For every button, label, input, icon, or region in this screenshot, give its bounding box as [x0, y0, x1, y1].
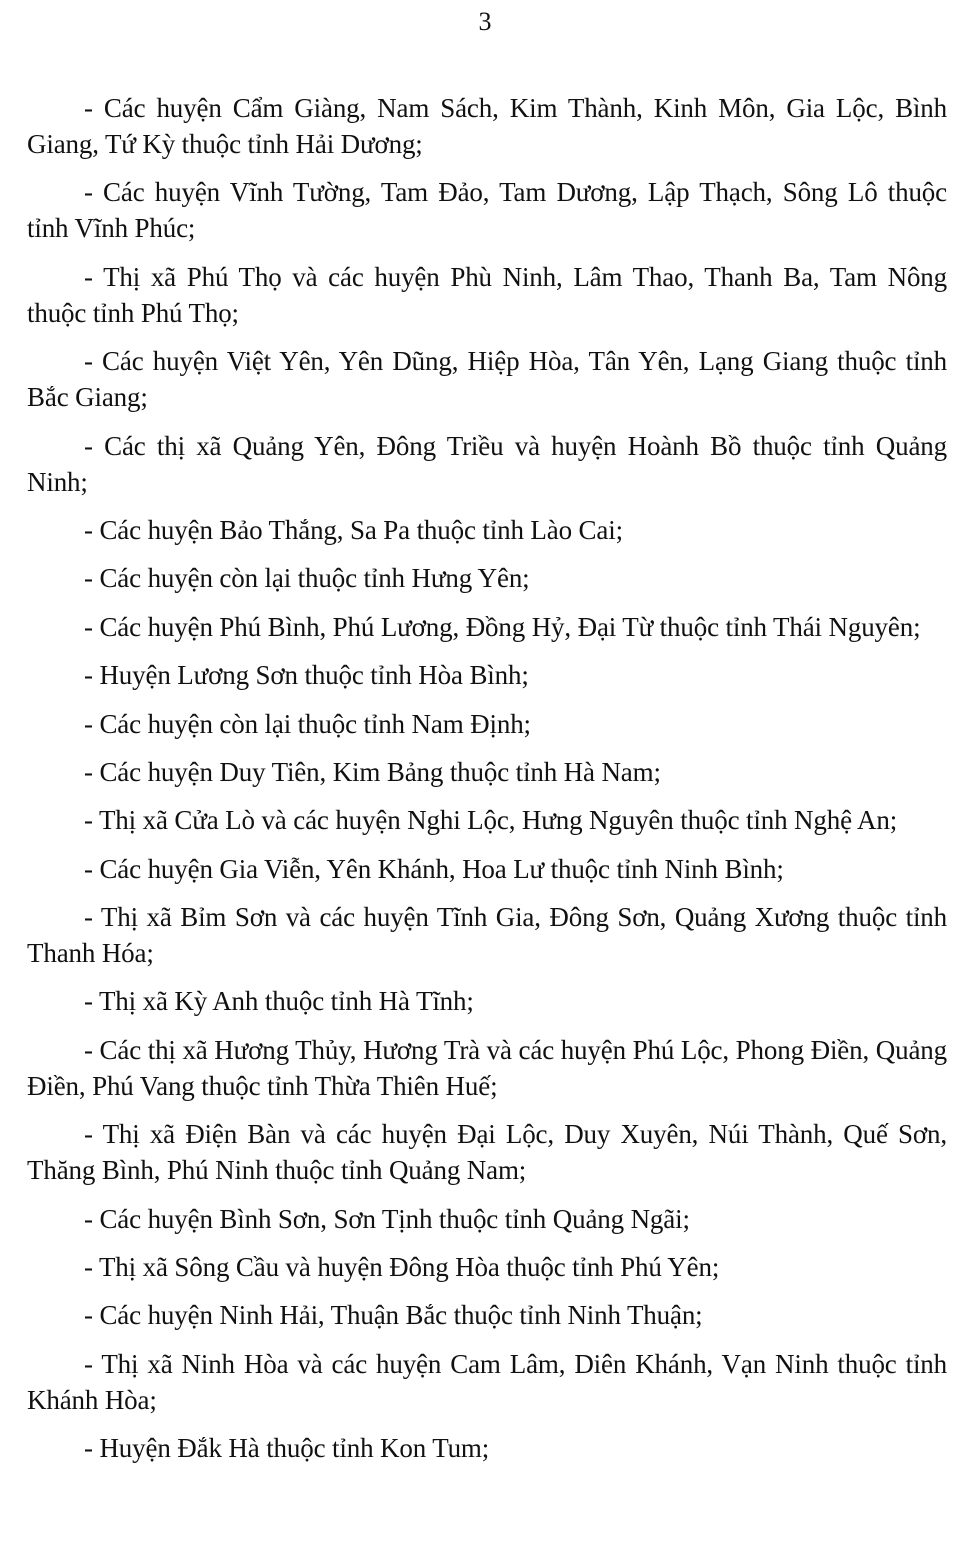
list-item: - Các huyện Ninh Hải, Thuận Bắc thuộc tỉnh Ninh Thuận;: [84, 1300, 703, 1331]
list-item: - Các huyện Bảo Thắng, Sa Pa thuộc tỉnh Lào Cai;: [84, 514, 623, 545]
list-item: - Huyện Lương Sơn thuộc tỉnh Hòa Bình;: [84, 660, 529, 691]
list-item: - Các huyện còn lại thuộc tỉnh Nam Định;: [84, 708, 531, 739]
page-number: 3: [478, 7, 492, 36]
list-item: - Thị xã Kỳ Anh thuộc tỉnh Hà Tĩnh;: [84, 986, 474, 1017]
document-body: [27, 90, 947, 1479]
list-item: - Các huyện còn lại thuộc tỉnh Hưng Yên;: [84, 563, 530, 594]
list-item: - Các huyện Bình Sơn, Sơn Tịnh thuộc tỉnh Quảng Ngãi;: [84, 1203, 690, 1234]
list-item: - Huyện Đắk Hà thuộc tỉnh Kon Tum;: [84, 1433, 490, 1464]
list-item: - Các huyện Việt Yên, Yên Dũng, Hiệp Hòa, Tân Yên, Lạng Giang thuộc tỉnh Bắc Giang;: [27, 346, 947, 413]
list-item: - Các huyện Duy Tiên, Kim Bảng thuộc tỉnh Hà Nam;: [84, 756, 661, 787]
list-item: - Thị xã Điện Bàn và các huyện Đại Lộc, Duy Xuyên, Núi Thành, Quế Sơn, Thăng Bình, Phú Ninh thuộc tỉnh Quảng Nam;: [27, 1119, 947, 1186]
list-item: - Các thị xã Hương Thủy, Hương Trà và các huyện Phú Lộc, Phong Điền, Quảng Điền, Phú Vang thuộc tỉnh Thừa Thiên Huế;: [27, 1034, 947, 1101]
list-item: - Các huyện Vĩnh Tường, Tam Đảo, Tam Dương, Lập Thạch, Sông Lô thuộc tỉnh Vĩnh Phúc;: [27, 177, 947, 244]
list-item: - Thị xã Cửa Lò và các huyện Nghi Lộc, Hưng Nguyên thuộc tỉnh Nghệ An;: [84, 805, 898, 836]
list-item: - Các huyện Gia Viễn, Yên Khánh, Hoa Lư thuộc tỉnh Ninh Bình;: [84, 853, 784, 884]
list-item: - Thị xã Sông Cầu và huyện Đông Hòa thuộc tỉnh Phú Yên;: [84, 1252, 720, 1283]
list-item: - Thị xã Ninh Hòa và các huyện Cam Lâm, Diên Khánh, Vạn Ninh thuộc tỉnh Khánh Hòa;: [27, 1348, 947, 1415]
list-item: - Các thị xã Quảng Yên, Đông Triều và huyện Hoành Bồ thuộc tỉnh Quảng Ninh;: [27, 430, 947, 497]
list-item: - Các huyện Cẩm Giàng, Nam Sách, Kim Thành, Kinh Môn, Gia Lộc, Bình Giang, Tứ Kỳ thuộc tỉnh Hải Dương;: [27, 93, 947, 159]
list-item: - Thị xã Bỉm Sơn và các huyện Tĩnh Gia, Đông Sơn, Quảng Xương thuộc tỉnh Thanh Hóa;: [27, 902, 947, 969]
list-item: - Thị xã Phú Thọ và các huyện Phù Ninh, Lâm Thao, Thanh Ba, Tam Nông thuộc tỉnh Phú Thọ;: [27, 261, 947, 328]
list-item: - Các huyện Phú Bình, Phú Lương, Đồng Hỷ, Đại Từ thuộc tỉnh Thái Nguyên;: [84, 611, 921, 642]
